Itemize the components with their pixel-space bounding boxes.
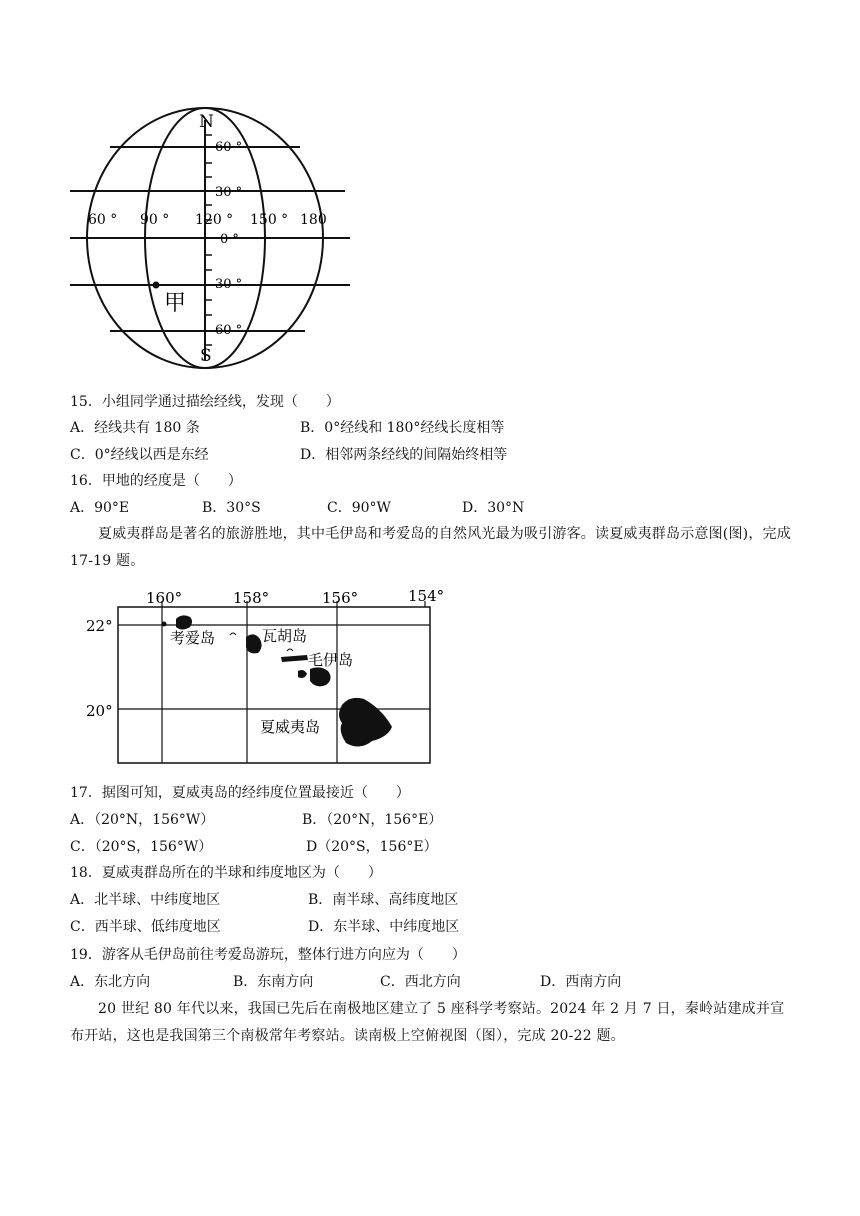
lat-label-20: 20° [86,702,113,720]
q15-option-b: B．0°经线和 180°经线长度相等 [300,420,505,436]
q18-stem: 18．夏威夷群岛所在的半球和纬度地区为（ ） [70,865,382,881]
lon-label-120: 120 ° [195,212,234,228]
oahu-label: 瓦胡岛 [262,627,308,645]
q18-option-a: A．北半球、中纬度地区 [70,892,221,908]
lat-label-0: 0 ° [220,232,239,247]
lon-label-180: 180 [300,212,327,228]
lon-label-158: 158° [233,589,270,607]
q19-option-a: A．东北方向 [70,974,151,990]
lat-label-30n: 30 ° [215,185,243,200]
south-label: S [200,346,212,366]
q18-option-b: B．南半球、高纬度地区 [308,892,459,908]
intro-paragraph-antarctica: 20 世纪 80 年代以来，我国已先后在南极地区建立了 5 座科学考察站。2024 年 2 月 7 日，秦岭站建成并宣布开站，这也是我国第三个南极常年考察站。读南极上空俯视图（图），完成 20-22 题。 [70,1001,785,1044]
lon-label-60: 60 ° [88,212,118,228]
maui-label: 毛伊岛 [308,651,354,669]
q15-stem: 15．小组同学通过描绘经线，发现（ ） [70,394,340,410]
q15-option-a: A．经线共有 180 条 [70,420,200,436]
lon-label-154: 154° [408,587,445,605]
q16-option-b: B．30°S [202,500,261,516]
hawaii-island [339,698,392,747]
q19-option-c: C．西北方向 [380,974,461,990]
q16-option-a: A．90°E [70,500,130,516]
lon-label-90: 90 ° [140,212,170,228]
q15-option-c: C．0°经线以西是东经 [70,447,209,463]
q17-stem: 17．据图可知，夏威夷岛的经纬度位置最接近（ ） [70,785,410,801]
q19-stem: 19．游客从毛伊岛前往考爱岛游玩，整体行进方向应为（ ） [70,947,466,963]
q17-option-b: B．（20°N，156°E） [302,812,443,828]
lat-label-60n: 60 ° [215,140,243,155]
q19-option-d: D．西南方向 [540,974,622,990]
north-label: N [199,112,214,132]
q17-option-a: A．（20°N，156°W） [70,812,215,828]
lon-label-160: 160° [146,589,183,607]
q15-option-d: D．相邻两条经线的间隔始终相等 [300,447,508,463]
niihau-dot [162,622,167,627]
point-jia [153,282,160,289]
lon-label-150: 150 ° [250,212,289,228]
q18-option-c: C．西半球、低纬度地区 [70,919,221,935]
hawaii-map [80,585,450,775]
molokai-island [281,655,308,662]
lat-label-22: 22° [86,617,113,635]
maui-island [310,667,331,686]
kauai-label: 考爱岛 [170,629,216,647]
q16-option-d: D．30°N [462,500,525,516]
intro-paragraph-hawaii: 夏威夷群岛是著名的旅游胜地，其中毛伊岛和考爱岛的自然风光最为吸引游客。读夏威夷群岛示意图(图)，完成 17-19 题。 [70,526,791,569]
hawaii-island-label: 夏威夷岛 [260,718,321,736]
lanai-island [298,670,307,678]
lat-label-60s: 60 ° [215,323,243,338]
globe-figure [60,105,360,385]
q17-option-c: C．（20°S，156°W） [70,839,213,855]
q17-option-d: D（20°S，156°E） [306,839,438,855]
q19-option-b: B．东南方向 [233,974,314,990]
kauai-island [176,615,192,629]
q16-option-c: C．90°W [327,500,391,516]
q16-stem: 16．甲地的经度是（ ） [70,473,242,489]
point-jia-label: 甲 [164,291,187,316]
oahu-island [246,634,262,653]
q18-option-d: D．东半球、中纬度地区 [308,919,460,935]
lat-label-30s: 30 ° [215,277,243,292]
lon-label-156: 156° [322,589,359,607]
